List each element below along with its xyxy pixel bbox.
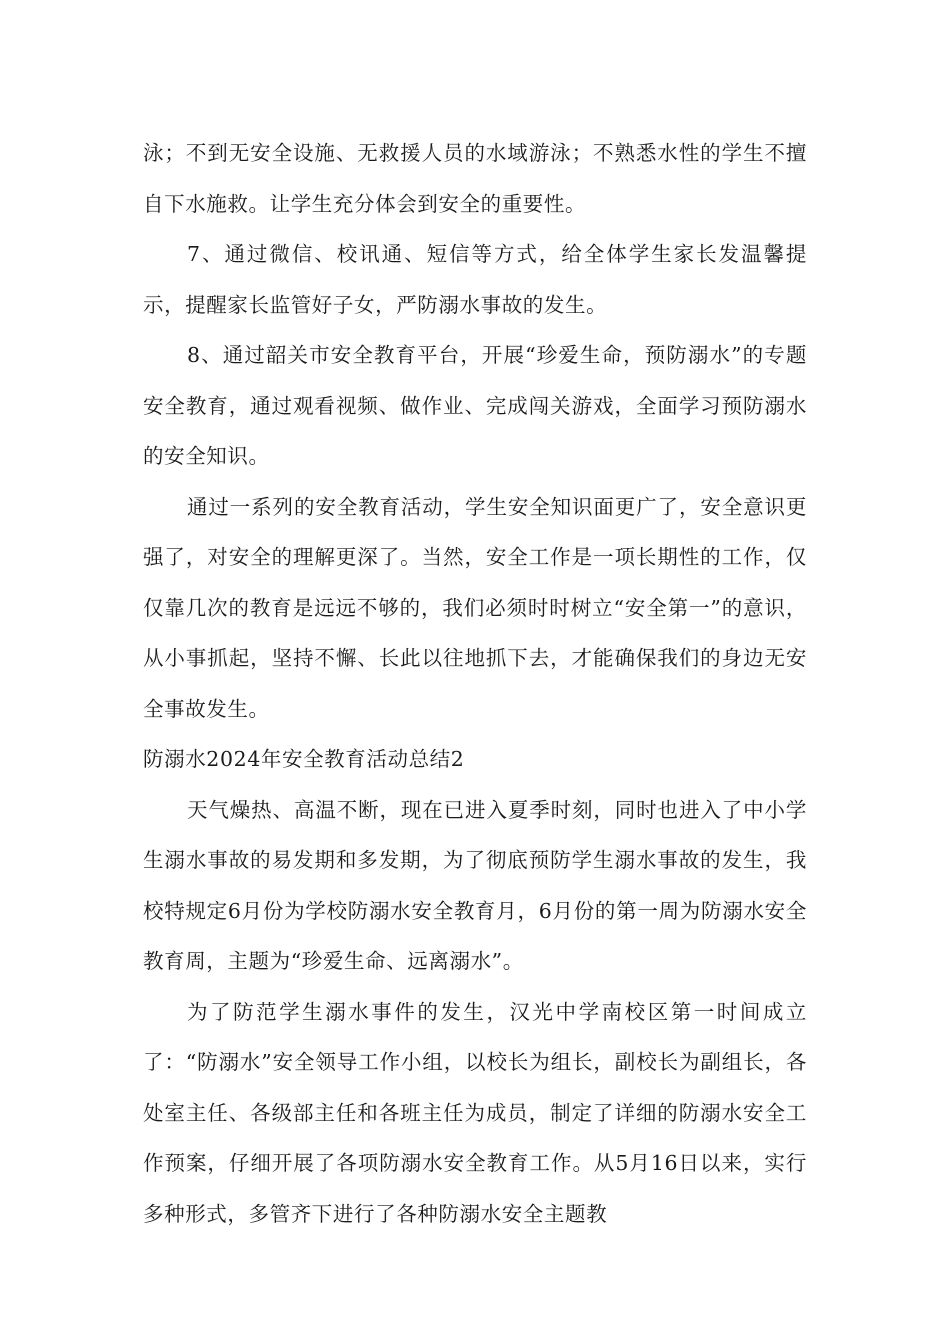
paragraph-item-8: 8、通过韶关市安全教育平台，开展“珍爱生命，预防溺水”的专题安全教育，通过观看视频、做作业、完成闯关游戏，全面学习预防溺水的安全知识。 [143,343,807,468]
section-heading: 防溺水2024年安全教育活动总结2 [143,747,465,771]
paragraph-item-7: 7、通过微信、校讯通、短信等方式，给全体学生家长发温馨提示，提醒家长监管好子女，严防溺水事故的发生。 [143,242,807,317]
document-body [143,128,807,1239]
paragraph-intro: 天气燥热、高温不断，现在已进入夏季时刻，同时也进入了中小学生溺水事故的易发期和多发期，为了彻底预防学生溺水事故的发生，我校特规定6月份为学校防溺水安全教育月，6月份的第一周为防溺水安全教育周，主题为“珍爱生命、远离溺水”。 [143,797,807,973]
paragraph-conclusion: 通过一系列的安全教育活动，学生安全知识面更广了，安全意识更强了，对安全的理解更深了。当然，安全工作是一项长期性的工作，仅仅靠几次的教育是远远不够的，我们必须时时树立“安全第一”的意识，从小事抓起，坚持不懈、长此以往地抓下去，才能确保我们的身边无安全事故发生。 [143,494,807,721]
paragraph-continuation: 泳；不到无安全设施、无救援人员的水域游泳；不熟悉水性的学生不擅自下水施救。让学生充分体会到安全的重要性。 [143,141,807,216]
paragraph-organization: 为了防范学生溺水事件的发生，汉光中学南校区第一时间成立了：“防溺水”安全领导工作小组，以校长为组长，副校长为副组长，各处室主任、各级部主任和各班主任为成员，制定了详细的防溺水安全工作预案，仔细开展了各项防溺水安全教育工作。从5月16日以来，实行多种形式，多管齐下进行了各种防溺水安全主题教 [143,999,807,1226]
